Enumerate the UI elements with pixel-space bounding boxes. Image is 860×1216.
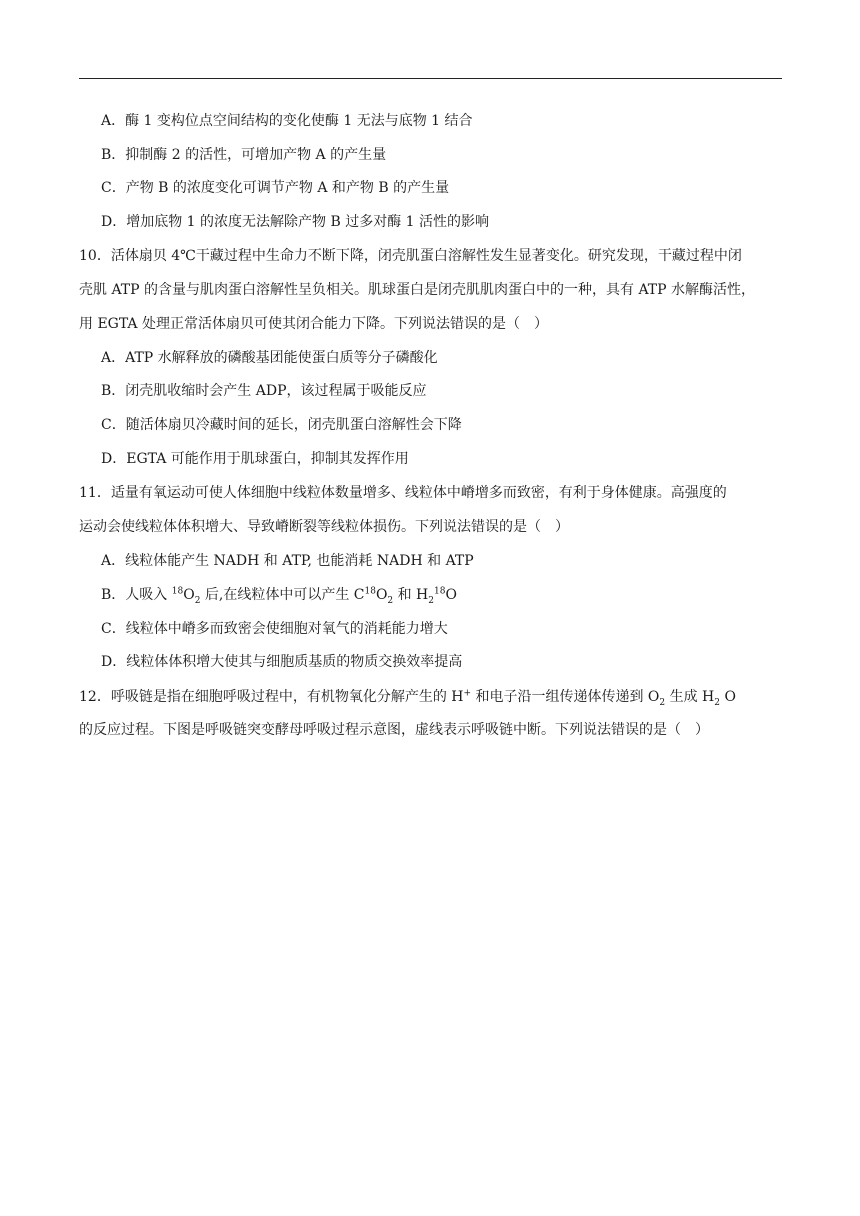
q11-stem-line-2: 运动会使线粒体体积增大、导致嵴断裂等线粒体损伤。下列说法错误的是（ ） <box>79 519 569 535</box>
q10-option-c: C．随活体扇贝冷藏时间的延长，闭壳肌蛋白溶解性会下降 <box>101 417 462 433</box>
q10-stem-line-2: 壳肌 ATP 的含量与肌肉蛋白溶解性呈负相关。肌球蛋白是闭壳肌肌肉蛋白中的一种，具有 ATP 水解酶活性， <box>79 282 756 298</box>
q11-stem-line-1: 11．适量有氧运动可使人体细胞中线粒体数量增多、线粒体中嵴增多而致密，有利于身体健康。高强度的 <box>79 485 727 501</box>
q11-option-a: A．线粒体能产生 NADH 和 ATP, 也能消耗 NADH 和 ATP <box>101 553 474 569</box>
q10-stem-line-1: 10．活体扇贝 4℃干藏过程中生命力不断下降，闭壳肌蛋白溶解性发生显著变化。研究发现，干藏过程中闭 <box>79 248 742 264</box>
q10-option-d: D．EGTA 可能作用于肌球蛋白，抑制其发挥作用 <box>101 451 409 467</box>
q10-stem-line-3: 用 EGTA 处理正常活体扇贝可使其闭合能力下降。下列说法错误的是（ ） <box>79 316 548 332</box>
q9-option-d: D．增加底物 1 的浓度无法解除产物 B 过多对酶 1 活性的影响 <box>101 214 490 230</box>
q12-stem-line-1: 12．呼吸链是指在细胞呼吸过程中，有机物氧化分解产生的 H+ 和电子沿一组传递体传递到 $O_2$ 生成 $H_2$ O <box>79 688 736 708</box>
q9-option-a: A．酶 1 变构位点空间结构的变化使酶 1 无法与底物 1 结合 <box>101 113 473 129</box>
q10-option-b: B．闭壳肌收缩时会产生 ADP，该过程属于吸能反应 <box>101 383 427 399</box>
q11-option-b: B．人吸入 $^{18}O_2$ 后,在线粒体中可以产生 $C^{18}O_2$ 和 $H_2^{18}O$ <box>101 586 457 606</box>
q9-option-c: C．产物 B 的浓度变化可调节产物 A 和产物 B 的产生量 <box>101 180 450 196</box>
q12-stem-line-2: 的反应过程。下图是呼吸链突变酵母呼吸过程示意图，虚线表示呼吸链中断。下列说法错误的是（ ） <box>79 722 709 738</box>
q10-option-a: A．ATP 水解释放的磷酸基团能使蛋白质等分子磷酸化 <box>101 350 438 366</box>
q9-option-b: B．抑制酶 2 的活性，可增加产物 A 的产生量 <box>101 147 387 163</box>
header-rule <box>79 78 782 79</box>
q11-option-c: C．线粒体中嵴多而致密会使细胞对氧气的消耗能力增大 <box>101 621 448 637</box>
q11-option-d: D．线粒体体积增大使其与细胞质基质的物质交换效率提高 <box>101 654 463 670</box>
